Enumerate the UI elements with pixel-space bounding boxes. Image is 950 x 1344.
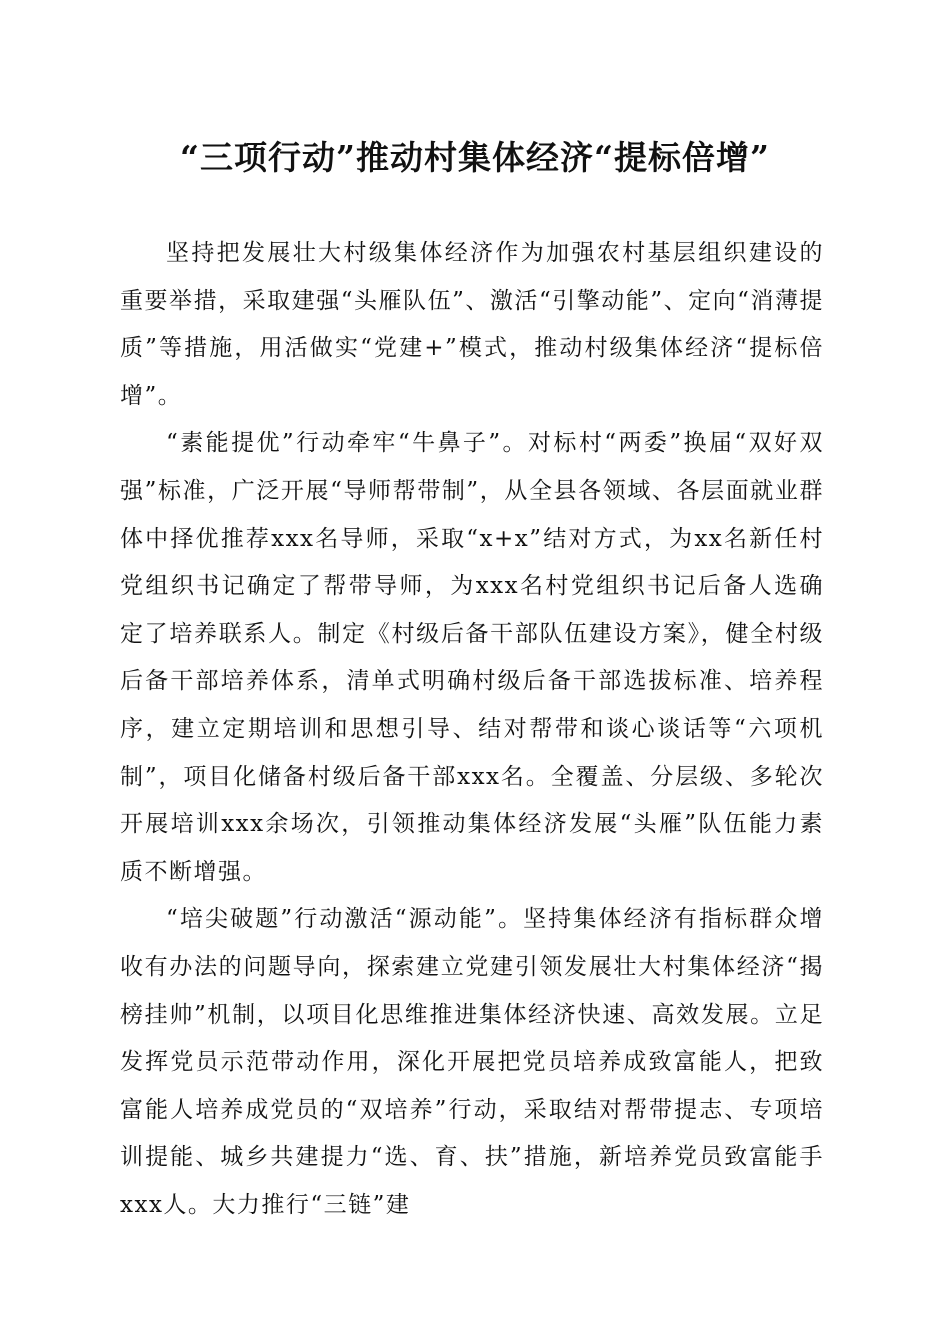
document-body [120,230,824,1229]
document-title: “三项行动”推动村集体经济“提标倍增” [180,138,770,177]
paragraph-action-one: “素能提优”行动牵牢“牛鼻子”。对标村“两委”换届“双好双强”标准，广泛开展“导师帮带制”，从全县各领域、各层面就业群体中择优推荐xxx名导师，采取“x+x”结对方式，为xx名新任村党组织书记确定了帮带导师，为xxx名村党组织书记后备人选确定了培养联系人。制定《村级后备干部队伍建设方案》，健全村级后备干部培养体系，清单式明确村级后备干部选拔标准、培养程序，建立定期培训和思想引导、结对帮带和谈心谈话等“六项机制”，项目化储备村级后备干部xxx名。全覆盖、分层级、多轮次开展培训xxx余场次，引领推动集体经济发展“头雁”队伍能力素质不断增强。 [120,430,824,885]
paragraph-action-two: “培尖破题”行动激活“源动能”。坚持集体经济有指标群众增收有办法的问题导向，探索建立党建引领发展壮大村集体经济“揭榜挂帅”机制，以项目化思维推进集体经济快速、高效发展。立足发挥党员示范带动作用，深化开展把党员培养成致富能人，把致富能人培养成党员的“双培养”行动，采取结对帮带提志、专项培训提能、城乡共建提力“选、育、扶”措施，新培养党员致富能手xxx人。大力推行“三链”建 [120,906,824,1218]
paragraph-intro: 坚持把发展壮大村级集体经济作为加强农村基层组织建设的重要举措，采取建强“头雁队伍”、激活“引擎动能”、定向“消薄提质”等措施，用活做实“党建+”模式，推动村级集体经济“提标倍增”。 [120,240,824,409]
